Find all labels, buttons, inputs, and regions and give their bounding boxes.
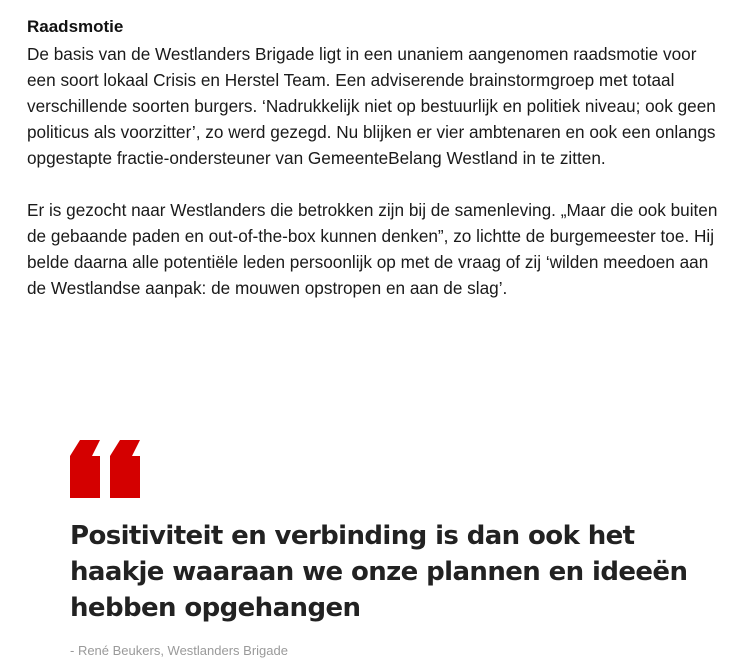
pull-quote	[70, 440, 730, 660]
pull-quote-text: Positiviteit en verbinding is dan ook het haakje waaraan we onze plannen en ideeën hebben opgehangen	[70, 521, 688, 623]
pull-quote-attribution: - René Beukers, Westlanders Brigade	[70, 643, 288, 658]
section-subheading: Raadsmotie	[27, 17, 124, 36]
quote-mark-icon	[70, 440, 142, 498]
quote-mark-right-icon	[110, 440, 140, 498]
article-paragraph: Er is gezocht naar Westlanders die betrokken zijn bij de samenleving. „Maar die ook buiten de gebaande paden en out-of-the-box kunnen denken”, zo lichtte de burgemeester toe. Hij belde daarna alle potentiële leden persoonlijk op met de vraag of zij ‘wilden meedoen aan de Westlandse aanpak: de mouwen opstropen en aan de slag’.	[27, 200, 718, 298]
article-paragraph: De basis van de Westlanders Brigade ligt in een unaniem aangenomen raadsmotie voor een soort lokaal Crisis en Herstel Team. Een adviserende brainstormgroep met totaal verschillende soorten burgers. ‘Nadrukkelijk niet op bestuurlijk en politiek niveau; ook geen politicus als voorzitter’, zo werd gezegd. Nu blijken er vier ambtenaren en ook een onlangs opgestapte fractie-ondersteuner van GemeenteBelang Westland in te zitten.	[27, 44, 716, 168]
article-body	[27, 14, 727, 327]
quote-mark-left-icon	[70, 440, 100, 498]
